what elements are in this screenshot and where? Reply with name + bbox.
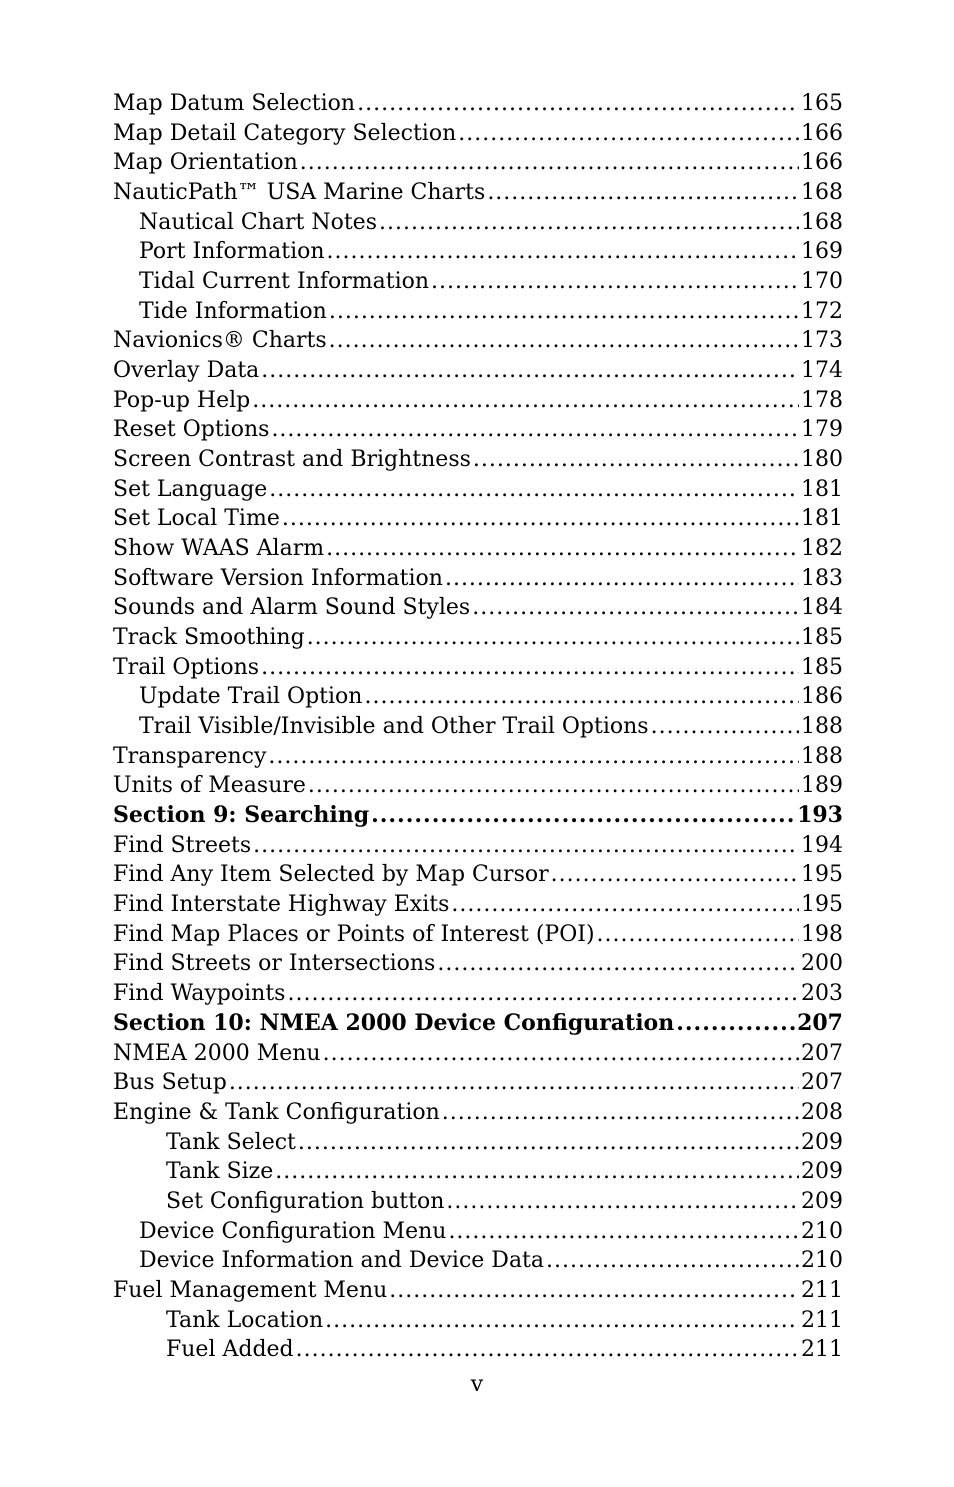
- toc-entry-page: 169: [801, 239, 843, 265]
- dot-leader: [676, 1009, 795, 1039]
- dot-leader: [448, 1217, 799, 1247]
- dot-leader: [271, 415, 799, 445]
- toc-entry-page: 184: [801, 595, 843, 621]
- toc-entry-title: Pop-up Help: [113, 387, 251, 413]
- dot-leader: [261, 653, 799, 683]
- toc-entry[interactable]: [113, 445, 843, 475]
- toc-entry[interactable]: [113, 890, 843, 920]
- table-of-contents: [113, 89, 843, 1365]
- toc-subentry[interactable]: [113, 297, 843, 327]
- toc-entry[interactable]: [113, 1276, 843, 1306]
- toc-subentry[interactable]: [113, 1217, 843, 1247]
- toc-entry-title: Section 9: Searching: [113, 802, 370, 829]
- toc-entry[interactable]: [113, 860, 843, 890]
- toc-entry[interactable]: [113, 949, 843, 979]
- toc-entry-title: Track Smoothing: [113, 625, 305, 651]
- dot-leader: [379, 208, 799, 238]
- toc-entry-page: 208: [801, 1099, 843, 1125]
- toc-subsubentry[interactable]: [113, 1306, 843, 1336]
- toc-entry-page: 170: [801, 269, 843, 295]
- toc-subsubentry[interactable]: [113, 1128, 843, 1158]
- toc-section-heading[interactable]: [113, 801, 843, 831]
- toc-entry-page: 198: [801, 921, 843, 947]
- toc-entry-page: 210: [801, 1248, 843, 1274]
- toc-entry-title: Bus Setup: [113, 1070, 227, 1096]
- toc-entry-title: Find Streets: [113, 832, 252, 858]
- toc-entry-page: 195: [801, 862, 843, 888]
- toc-entry-page: 174: [801, 358, 843, 384]
- toc-entry-page: 173: [801, 328, 843, 354]
- toc-entry-title: Software Version Information: [113, 565, 443, 591]
- dot-leader: [282, 504, 799, 534]
- dot-leader: [651, 712, 799, 742]
- toc-entry-page: 207: [801, 1070, 843, 1096]
- toc-entry-page: 209: [801, 1188, 843, 1214]
- toc-entry-title: Trail Visible/Invisible and Other Trail Options: [139, 714, 649, 740]
- toc-entry[interactable]: [113, 326, 843, 356]
- toc-entry-title: Find Any Item Selected by Map Cursor: [113, 862, 549, 888]
- toc-entry-page: 166: [801, 120, 843, 146]
- dot-leader: [329, 297, 799, 327]
- dot-leader: [269, 475, 799, 505]
- toc-entry[interactable]: [113, 504, 843, 534]
- dot-leader: [371, 801, 795, 831]
- dot-leader: [446, 1187, 799, 1217]
- toc-entry-title: Screen Contrast and Brightness: [113, 447, 471, 473]
- dot-leader: [298, 1128, 799, 1158]
- toc-entry-page: 165: [801, 91, 843, 116]
- toc-entry[interactable]: [113, 1098, 843, 1128]
- toc-entry[interactable]: [113, 356, 843, 386]
- toc-subentry[interactable]: [113, 237, 843, 267]
- toc-entry[interactable]: [113, 742, 843, 772]
- toc-entry-title: Reset Options: [113, 417, 270, 443]
- dot-leader: [487, 178, 799, 208]
- toc-entry-page: 195: [801, 892, 843, 918]
- dot-leader: [437, 949, 799, 979]
- toc-entry-page: 183: [801, 565, 843, 591]
- toc-entry-page: 188: [801, 714, 843, 740]
- toc-entry-page: 168: [801, 180, 843, 206]
- dot-leader: [323, 1039, 799, 1069]
- toc-entry-page: 181: [801, 476, 843, 502]
- dot-leader: [431, 267, 799, 297]
- toc-entry[interactable]: [113, 178, 843, 208]
- toc-entry[interactable]: [113, 771, 843, 801]
- dot-leader: [296, 1335, 799, 1365]
- toc-entry-page: 207: [797, 1009, 843, 1036]
- toc-entry-title: Find Streets or Intersections: [113, 951, 436, 977]
- dot-leader: [287, 979, 799, 1009]
- dot-leader: [472, 593, 799, 623]
- toc-entry-title: Find Waypoints: [113, 981, 286, 1007]
- toc-subentry[interactable]: [113, 267, 843, 297]
- toc-entry[interactable]: [113, 148, 843, 178]
- toc-entry-page: 166: [801, 150, 843, 176]
- toc-entry-title: Set Language: [113, 476, 268, 502]
- dot-leader: [473, 445, 799, 475]
- dot-leader: [300, 148, 799, 178]
- toc-entry-page: 203: [801, 981, 843, 1007]
- toc-entry-page: 185: [801, 654, 843, 680]
- toc-entry-title: NMEA 2000 Menu: [113, 1040, 321, 1066]
- dot-leader: [357, 89, 799, 119]
- toc-entry[interactable]: [113, 415, 843, 445]
- toc-entry-title: Transparency: [113, 743, 267, 769]
- toc-entry-title: Tank Size: [166, 1159, 274, 1185]
- toc-entry[interactable]: [113, 979, 843, 1009]
- dot-leader: [551, 860, 799, 890]
- toc-entry-title: Tank Location: [166, 1307, 324, 1333]
- toc-entry-title: Device Information and Device Data: [139, 1248, 545, 1274]
- toc-entry-title: Find Interstate Highway Exits: [113, 892, 450, 918]
- toc-entry-title: Tidal Current Information: [139, 269, 430, 295]
- dot-leader: [451, 890, 799, 920]
- toc-entry-title: NauticPath™ USA Marine Charts: [113, 180, 486, 206]
- toc-entry-page: 193: [797, 802, 843, 829]
- dot-leader: [308, 771, 799, 801]
- dot-leader: [445, 564, 799, 594]
- toc-entry-page: 209: [801, 1159, 843, 1185]
- toc-entry-title: Trail Options: [113, 654, 260, 680]
- toc-entry-title: Nautical Chart Notes: [139, 209, 377, 235]
- toc-entry-title: Overlay Data: [113, 358, 260, 384]
- toc-entry-title: Fuel Added: [166, 1337, 294, 1363]
- toc-entry-title: Section 10: NMEA 2000 Device Configuration: [113, 1009, 675, 1036]
- toc-subentry[interactable]: [113, 682, 843, 712]
- dot-leader: [268, 742, 799, 772]
- toc-entry[interactable]: [113, 831, 843, 861]
- toc-entry[interactable]: [113, 564, 843, 594]
- toc-subentry[interactable]: [113, 1246, 843, 1276]
- toc-entry-page: 181: [801, 506, 843, 532]
- toc-entry[interactable]: [113, 89, 843, 119]
- toc-entry-title: Map Orientation: [113, 150, 298, 176]
- toc-entry-title: Tank Select: [166, 1129, 296, 1155]
- toc-subentry[interactable]: [113, 208, 843, 238]
- toc-subsubentry[interactable]: [113, 1157, 843, 1187]
- toc-entry-page: 211: [801, 1277, 843, 1303]
- dot-leader: [329, 326, 799, 356]
- toc-entry-title: Navionics® Charts: [113, 328, 327, 354]
- toc-entry-page: 178: [801, 387, 843, 413]
- dot-leader: [229, 1068, 799, 1098]
- toc-entry-title: Engine & Tank Configuration: [113, 1099, 440, 1125]
- toc-entry-page: 168: [801, 209, 843, 235]
- dot-leader: [442, 1098, 799, 1128]
- toc-entry[interactable]: [113, 386, 843, 416]
- toc-entry-title: Units of Measure: [113, 773, 306, 799]
- toc-entry-title: Set Local Time: [113, 506, 280, 532]
- toc-entry-page: 211: [801, 1337, 843, 1363]
- dot-leader: [261, 356, 799, 386]
- toc-entry-page: 182: [801, 536, 843, 562]
- dot-leader: [597, 920, 799, 950]
- toc-entry[interactable]: [113, 1039, 843, 1069]
- toc-subsubentry[interactable]: [113, 1335, 843, 1365]
- toc-entry-page: 185: [801, 625, 843, 651]
- toc-entry[interactable]: [113, 593, 843, 623]
- toc-entry[interactable]: [113, 920, 843, 950]
- toc-subsubentry[interactable]: [113, 1187, 843, 1217]
- toc-entry-title: Map Detail Category Selection: [113, 120, 457, 146]
- toc-entry-page: 209: [801, 1129, 843, 1155]
- toc-entry-title: Port Information: [139, 239, 325, 265]
- toc-entry[interactable]: [113, 623, 843, 653]
- toc-entry-title: Set Configuration button: [166, 1188, 445, 1214]
- toc-entry-title: Show WAAS Alarm: [113, 536, 325, 562]
- dot-leader: [325, 1306, 799, 1336]
- dot-leader: [252, 386, 799, 416]
- toc-entry-page: 180: [801, 447, 843, 473]
- toc-entry[interactable]: [113, 475, 843, 505]
- toc-entry-title: Map Datum Selection: [113, 91, 356, 116]
- toc-entry-page: 179: [801, 417, 843, 443]
- dot-leader: [275, 1157, 799, 1187]
- toc-entry-page: 194: [801, 832, 843, 858]
- toc-entry-page: 210: [801, 1218, 843, 1244]
- toc-entry[interactable]: [113, 1068, 843, 1098]
- toc-entry-page: 188: [801, 743, 843, 769]
- dot-leader: [253, 831, 799, 861]
- dot-leader: [364, 682, 799, 712]
- dot-leader: [546, 1246, 799, 1276]
- toc-entry-title: Tide Information: [139, 298, 327, 324]
- toc-entry[interactable]: [113, 119, 843, 149]
- toc-entry-page: 172: [801, 298, 843, 324]
- toc-entry-title: Fuel Management Menu: [113, 1277, 388, 1303]
- dot-leader: [307, 623, 799, 653]
- toc-entry-title: Device Configuration Menu: [139, 1218, 447, 1244]
- dot-leader: [458, 119, 799, 149]
- toc-entry-page: 207: [801, 1040, 843, 1066]
- page-number: v: [470, 1372, 484, 1397]
- toc-entry-title: Sounds and Alarm Sound Styles: [113, 595, 471, 621]
- toc-entry[interactable]: [113, 534, 843, 564]
- toc-entry-title: Find Map Places or Points of Interest (POI): [113, 921, 595, 947]
- toc-subentry[interactable]: [113, 712, 843, 742]
- toc-section-heading[interactable]: [113, 1009, 843, 1039]
- toc-entry-page: 211: [801, 1307, 843, 1333]
- toc-entry-page: 200: [801, 951, 843, 977]
- toc-entry-page: 186: [801, 684, 843, 710]
- toc-entry[interactable]: [113, 653, 843, 683]
- dot-leader: [327, 237, 799, 267]
- dot-leader: [326, 534, 799, 564]
- dot-leader: [389, 1276, 799, 1306]
- toc-entry-page: 189: [801, 773, 843, 799]
- toc-entry-title: Update Trail Option: [139, 684, 363, 710]
